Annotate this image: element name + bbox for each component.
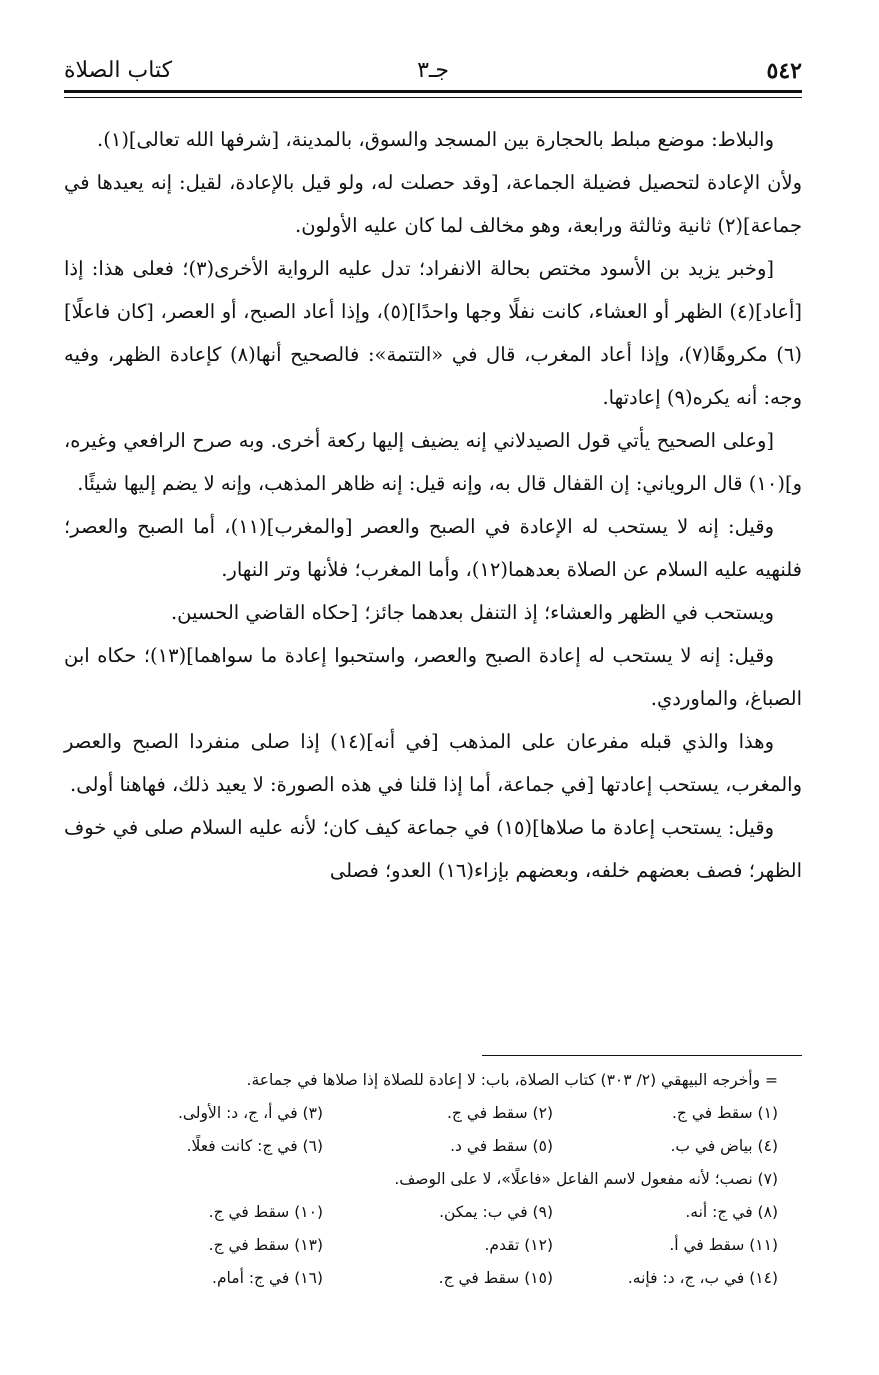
- footnote: (٨) في ج: أنه.: [685, 1203, 778, 1221]
- volume-label: جـ٣: [417, 58, 449, 83]
- footnote: (٦) في ج: كانت فعلًا.: [186, 1137, 323, 1155]
- footnote: (٢) سقط في ج.: [446, 1104, 553, 1122]
- footnote: (١٤) في ب، ج، د: فإنه.: [627, 1269, 778, 1287]
- footnote: (٥) سقط في د.: [450, 1137, 553, 1155]
- footnote: (١٥) سقط في ج.: [438, 1269, 553, 1287]
- book-title: كتاب الصلاة: [64, 58, 173, 83]
- footnote-row: [64, 1262, 802, 1295]
- paragraph: ويستحب في الظهر والعشاء؛ إذ التنفل بعدهما جائز؛ [حكاه القاضي الحسين.: [170, 601, 774, 624]
- footnote-row: [64, 1196, 802, 1229]
- footnote: (٣) في أ، ج، د: الأولى.: [177, 1104, 323, 1122]
- footnote-row: [64, 1097, 802, 1130]
- paragraph: [وعلى الصحيح يأتي قول الصيدلاني إنه يضيف إليها ركعة أخرى. وبه صرح الرافعي وغيره، و](١٠) قال الروياني: إن القفال قال به، وإنه قيل: إنه ظاهر المذهب، وإنه لا يضم إليها شيئًا.: [64, 429, 802, 495]
- paragraph: وقيل: إنه لا يستحب له الإعادة في الصبح والعصر [والمغرب](١١)، أما الصبح والعصر؛ فلنهيه عليه السلام عن الصلاة بعدهما(١٢)، وأما المغرب؛ فلأنها وتر النهار.: [64, 515, 802, 581]
- footnote: (٧) نصب؛ لأنه مفعول لاسم الفاعل «فاعلًا»، لا على الوصف.: [394, 1170, 778, 1188]
- page-number: ٥٤٢: [766, 58, 802, 84]
- header-rule-thick: [64, 90, 802, 93]
- footnote: (١١) سقط في أ.: [669, 1236, 778, 1254]
- footnote-row: [64, 1130, 802, 1163]
- paragraph: ولأن الإعادة لتحصيل فضيلة الجماعة، [وقد حصلت له، ولو قيل بالإعادة، لقيل: إنه يعيدها في جماعة](٢) ثانية وثالثة ورابعة، وهو مخالف لما كان عليه الأولون.: [64, 171, 802, 237]
- footnote: (٤) بياض في ب.: [670, 1137, 778, 1155]
- footnote-row: [64, 1229, 802, 1262]
- footnote: (١٢) تقدم.: [484, 1236, 553, 1254]
- footnotes: [64, 1064, 802, 1295]
- footnote: (٩) في ب: يمكن.: [439, 1203, 553, 1221]
- footnote-separator: [482, 1055, 802, 1056]
- paragraph: وهذا والذي قبله مفرعان على المذهب [في أنه](١٤) إذا صلى منفردا الصبح والعصر والمغرب، يستحب إعادتها [في جماعة، أما إذا قلنا في هذه الصورة: لا يعيد ذلك، فهاهنا أولى.: [64, 730, 802, 796]
- paragraph: وقيل: يستحب إعادة ما صلاها](١٥) في جماعة كيف كان؛ لأنه عليه السلام صلى في خوف الظهر؛ فصف بعضهم خلفه، وبعضهم بإزاء(١٦) العدو؛ فصلى: [64, 816, 802, 882]
- footnote: (١٣) سقط في ج.: [208, 1236, 323, 1254]
- main-text: [64, 118, 802, 892]
- header-rule-thin: [64, 97, 802, 98]
- paragraph: والبلاط: موضع مبلط بالحجارة بين المسجد والسوق، بالمدينة، [شرفها الله تعالى](١).: [97, 128, 774, 151]
- paragraph: [وخبر يزيد بن الأسود مختص بحالة الانفراد؛ تدل عليه الرواية الأخرى(٣)؛ فعلى هذا: إذا [أعاد](٤) الظهر أو العشاء، كانت نفلًا وجها واحدًا](٥)، وإذا أعاد الصبح، أو العصر، [كان فاعلًا](٦) مكروهًا(٧)، وإذا أعاد المغرب، قال في «التتمة»: فالصحيح أنها(٨) كإعادة الظهر، وفيه وجه: أنه يكره(٩) إعادتها.: [64, 257, 802, 409]
- footnote: (١٠) سقط في ج.: [208, 1203, 323, 1221]
- paragraph: وقيل: إنه لا يستحب له إعادة الصبح والعصر، واستحبوا إعادة ما سواهما](١٣)؛ حكاه ابن الصباغ، والماوردي.: [64, 644, 802, 710]
- footnote-continuation: = وأخرجه البيهقي (٢/ ٣٠٣) كتاب الصلاة، باب: لا إعادة للصلاة إذا صلاها في جماعة.: [246, 1071, 778, 1089]
- footnote: (١) سقط في ج.: [671, 1104, 778, 1122]
- footnote: (١٦) في ج: أمام.: [212, 1269, 323, 1287]
